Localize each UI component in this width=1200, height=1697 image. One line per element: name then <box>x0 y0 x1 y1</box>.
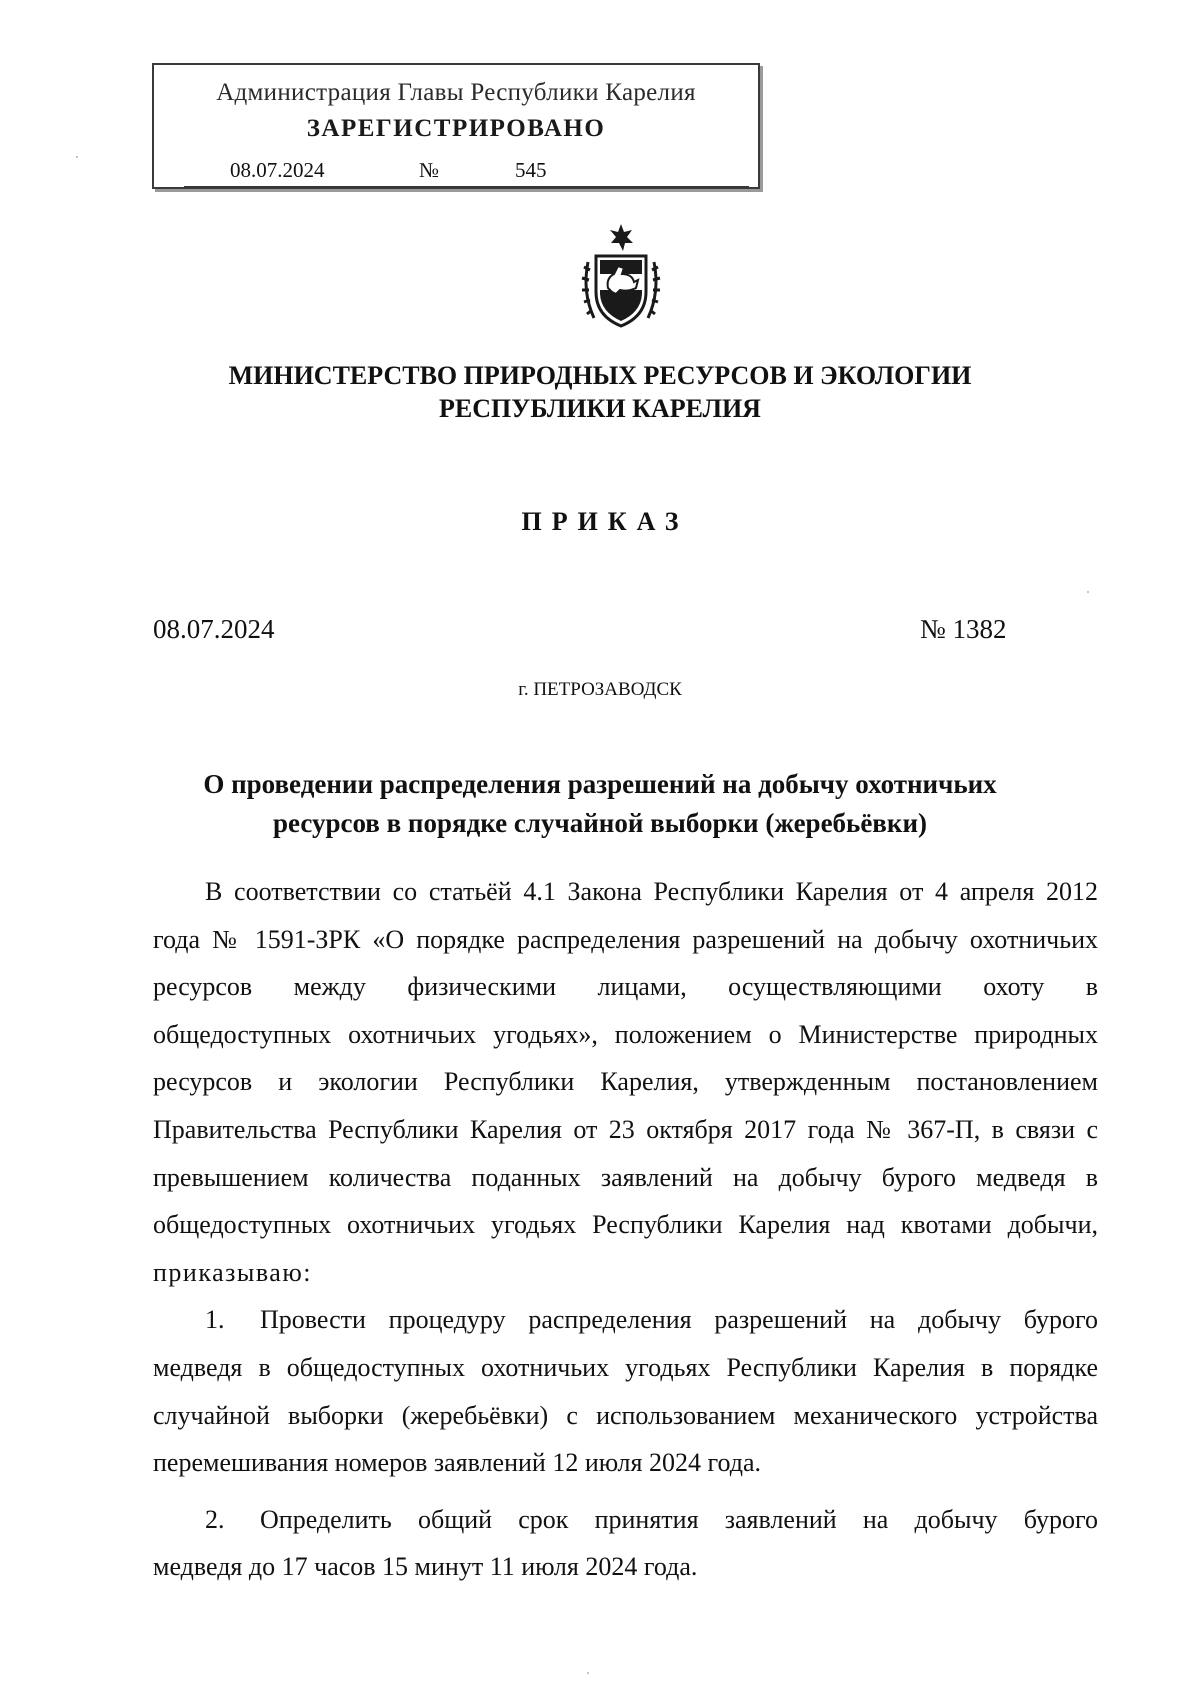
stamp-number-label: № <box>419 158 440 182</box>
item-text: Провести процедуру распределения разрешений на добычу бурого <box>260 1305 1098 1335</box>
item-1-line: медведя в общедоступных охотничьих угодьях Республики Карелия в порядке <box>153 1352 1098 1382</box>
preamble-line: года № 1591-ЗРК «О порядке распределения разрешений на добычу охотничьих <box>153 924 1098 954</box>
stamp-date: 08.07.2024 <box>230 158 325 182</box>
item-number: 2. <box>205 1504 225 1534</box>
emblem-branch-right <box>648 262 660 318</box>
preamble-line: Правительства Республики Карелия от 23 октября 2017 года № 367-П, в связи с <box>153 1114 1098 1144</box>
preamble-line: В соответствии со статьёй 4.1 Закона Республики Карелия от 4 апреля 2012 <box>205 877 1098 906</box>
preamble-line: превышением количества поданных заявлений на добычу бурого медведя в <box>153 1162 1098 1192</box>
stamp-title: Администрация Главы Республики Карелия <box>216 79 696 106</box>
document-type: ПРИКАЗ <box>521 507 689 536</box>
document-title <box>0 765 1200 843</box>
order-word: приказываю: <box>153 1257 312 1287</box>
item-1-line: случайной выборки (жеребьёвки) с использованием механического устройства <box>153 1400 1098 1430</box>
preamble-line: общедоступных охотничьих угодьях Республики Карелия над квотами добычи, <box>153 1210 1098 1240</box>
ministry-name-line-1: МИНИСТЕРСТВО ПРИРОДНЫХ РЕСУРСОВ И ЭКОЛОГИИ <box>228 361 972 390</box>
item-1-line: перемешивания номеров заявлений 12 июля 2024 года. <box>153 1448 761 1478</box>
document-body <box>153 868 1098 1591</box>
ministry-name <box>0 359 1200 425</box>
scan-speck <box>587 1672 589 1674</box>
scan-speck <box>1087 591 1089 593</box>
stamp-number: 545 <box>515 158 547 182</box>
preamble-line: ресурсов между физическими лицами, осуществляющими охоту в <box>153 972 1098 1002</box>
item-1-first-line <box>153 1296 1098 1344</box>
scan-speck <box>76 156 78 158</box>
item-2-line: медведя до 17 часов 15 минут 11 июля 2024 года. <box>153 1552 698 1582</box>
registration-stamp <box>152 63 760 189</box>
item-2-first-line <box>153 1496 1098 1544</box>
order-date: 08.07.2024 <box>153 614 275 644</box>
order-number: № 1382 <box>920 614 1007 644</box>
city: г. ПЕТРОЗАВОДСК <box>518 679 682 700</box>
document-title-line-1: О проведении распределения разрешений на добычу охотничьих <box>203 769 997 799</box>
emblem-branch-left <box>582 262 594 318</box>
ministry-name-line-2: РЕСПУБЛИКИ КАРЕЛИЯ <box>439 394 761 423</box>
item-number: 1. <box>205 1305 225 1335</box>
preamble-line: ресурсов и экологии Республики Карелия, утвержденным постановлением <box>153 1067 1098 1097</box>
preamble-line: общедоступных охотничьих угодьях», положением о Министерстве природных <box>153 1019 1098 1049</box>
item-text: Определить общий срок принятия заявлений на добычу бурого <box>260 1504 1098 1534</box>
document-title-line-2: ресурсов в порядке случайной выборки (жеребьёвки) <box>272 808 927 838</box>
stamp-status: ЗАРЕГИСТРИРОВАНО <box>306 115 606 142</box>
emblem-star <box>610 224 633 251</box>
stamp-underline <box>184 186 749 187</box>
karelia-coat-of-arms-icon <box>578 222 664 330</box>
